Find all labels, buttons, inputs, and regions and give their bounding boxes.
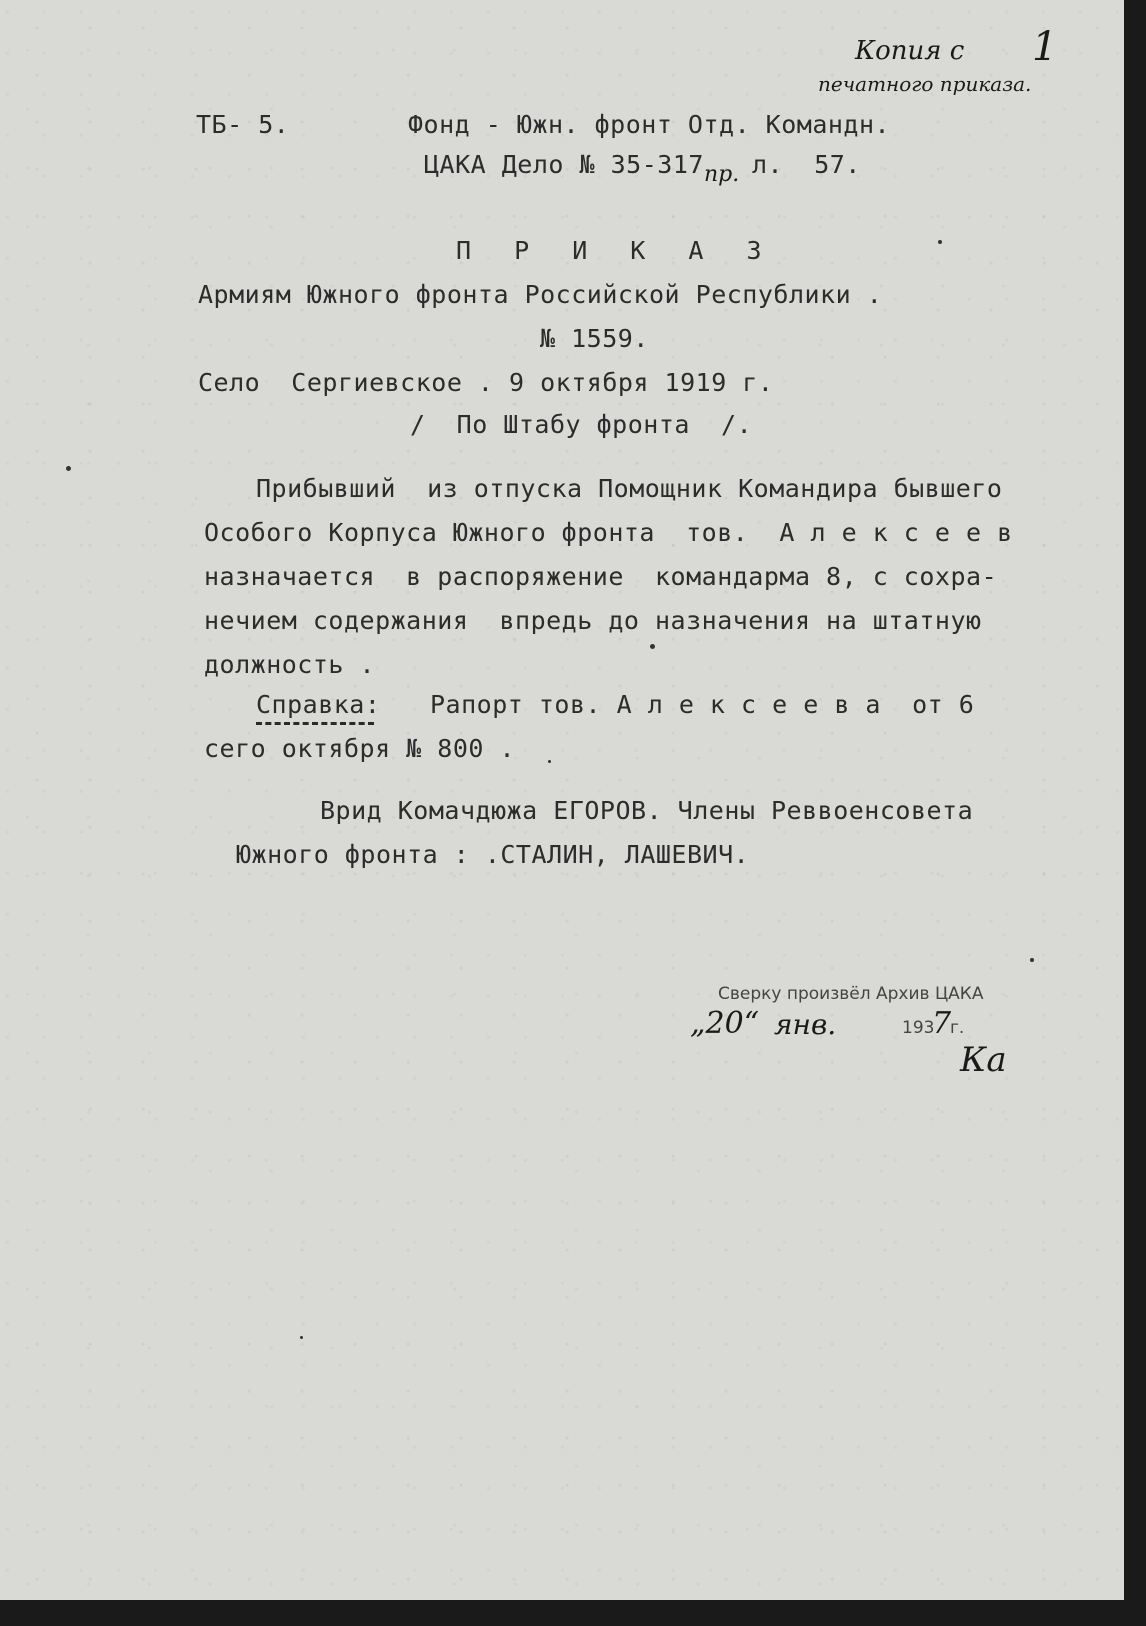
- paper-speck: [1030, 958, 1034, 962]
- paper-speck: [66, 466, 71, 471]
- verification-stamp: Сверку произвёл Архив ЦАКА: [718, 984, 984, 1004]
- verification-date-month: янв.: [774, 1008, 837, 1041]
- reference-underline: [256, 722, 374, 725]
- sheet-number: л. 57.: [752, 150, 861, 179]
- paper-speck: [548, 760, 551, 763]
- signature-line-1: Врид Комачдюжа ЕГОРОВ. Члены Реввоенсовета: [320, 796, 974, 825]
- order-title: П Р И К А З: [456, 236, 776, 265]
- verification-initials: Ка: [960, 1040, 1007, 1080]
- archive-reference: ЦАКА Дело № 35-317: [424, 150, 704, 179]
- reference-text: Рапорт тов. А л е к с е е в а от 6: [430, 690, 975, 719]
- body-line-5: должность .: [204, 650, 376, 679]
- verification-year: 193: [902, 1018, 935, 1038]
- paper-speck: [300, 1336, 303, 1339]
- fond-line: Фонд - Южн. фронт Отд. Командн.: [408, 110, 891, 139]
- paper-speck: [938, 240, 942, 244]
- handwritten-page-number: 1: [1032, 24, 1058, 70]
- order-addressee: Армиям Южного фронта Российской Республики .: [198, 280, 883, 309]
- verification-year-suffix: г.: [950, 1018, 965, 1038]
- tb-code: ТБ- 5.: [196, 110, 290, 139]
- paper-speck: [650, 644, 655, 649]
- verification-date-day: „20“: [690, 1006, 760, 1041]
- verification-year-handwritten: 7: [932, 1006, 952, 1041]
- body-line-2: Особого Корпуса Южного фронта тов. А л е к с е е в: [204, 518, 1013, 547]
- archive-reference-handwritten: пр.: [704, 162, 740, 187]
- handwritten-note-line2: печатного приказа.: [818, 72, 1032, 96]
- order-section: / По Штабу фронта /.: [410, 410, 753, 439]
- reference-line-2: сего октября № 800 .: [204, 734, 516, 763]
- body-line-1: Прибывший из отпуска Помощник Командира бывшего: [256, 474, 1003, 503]
- reference-label: Справка:: [256, 690, 381, 719]
- body-line-4: нечием содержания впредь до назначения на штатную: [204, 606, 982, 635]
- order-place-date: Село Сергиевское . 9 октября 1919 г.: [198, 368, 774, 397]
- body-line-3: назначается в распоряжение командарма 8, с сохра-: [204, 562, 998, 591]
- handwritten-note-line1: Копия с: [855, 36, 965, 66]
- signature-line-2: Южного фронта : .СТАЛИН, ЛАШЕВИЧ.: [236, 840, 750, 869]
- order-number: № 1559.: [540, 324, 649, 353]
